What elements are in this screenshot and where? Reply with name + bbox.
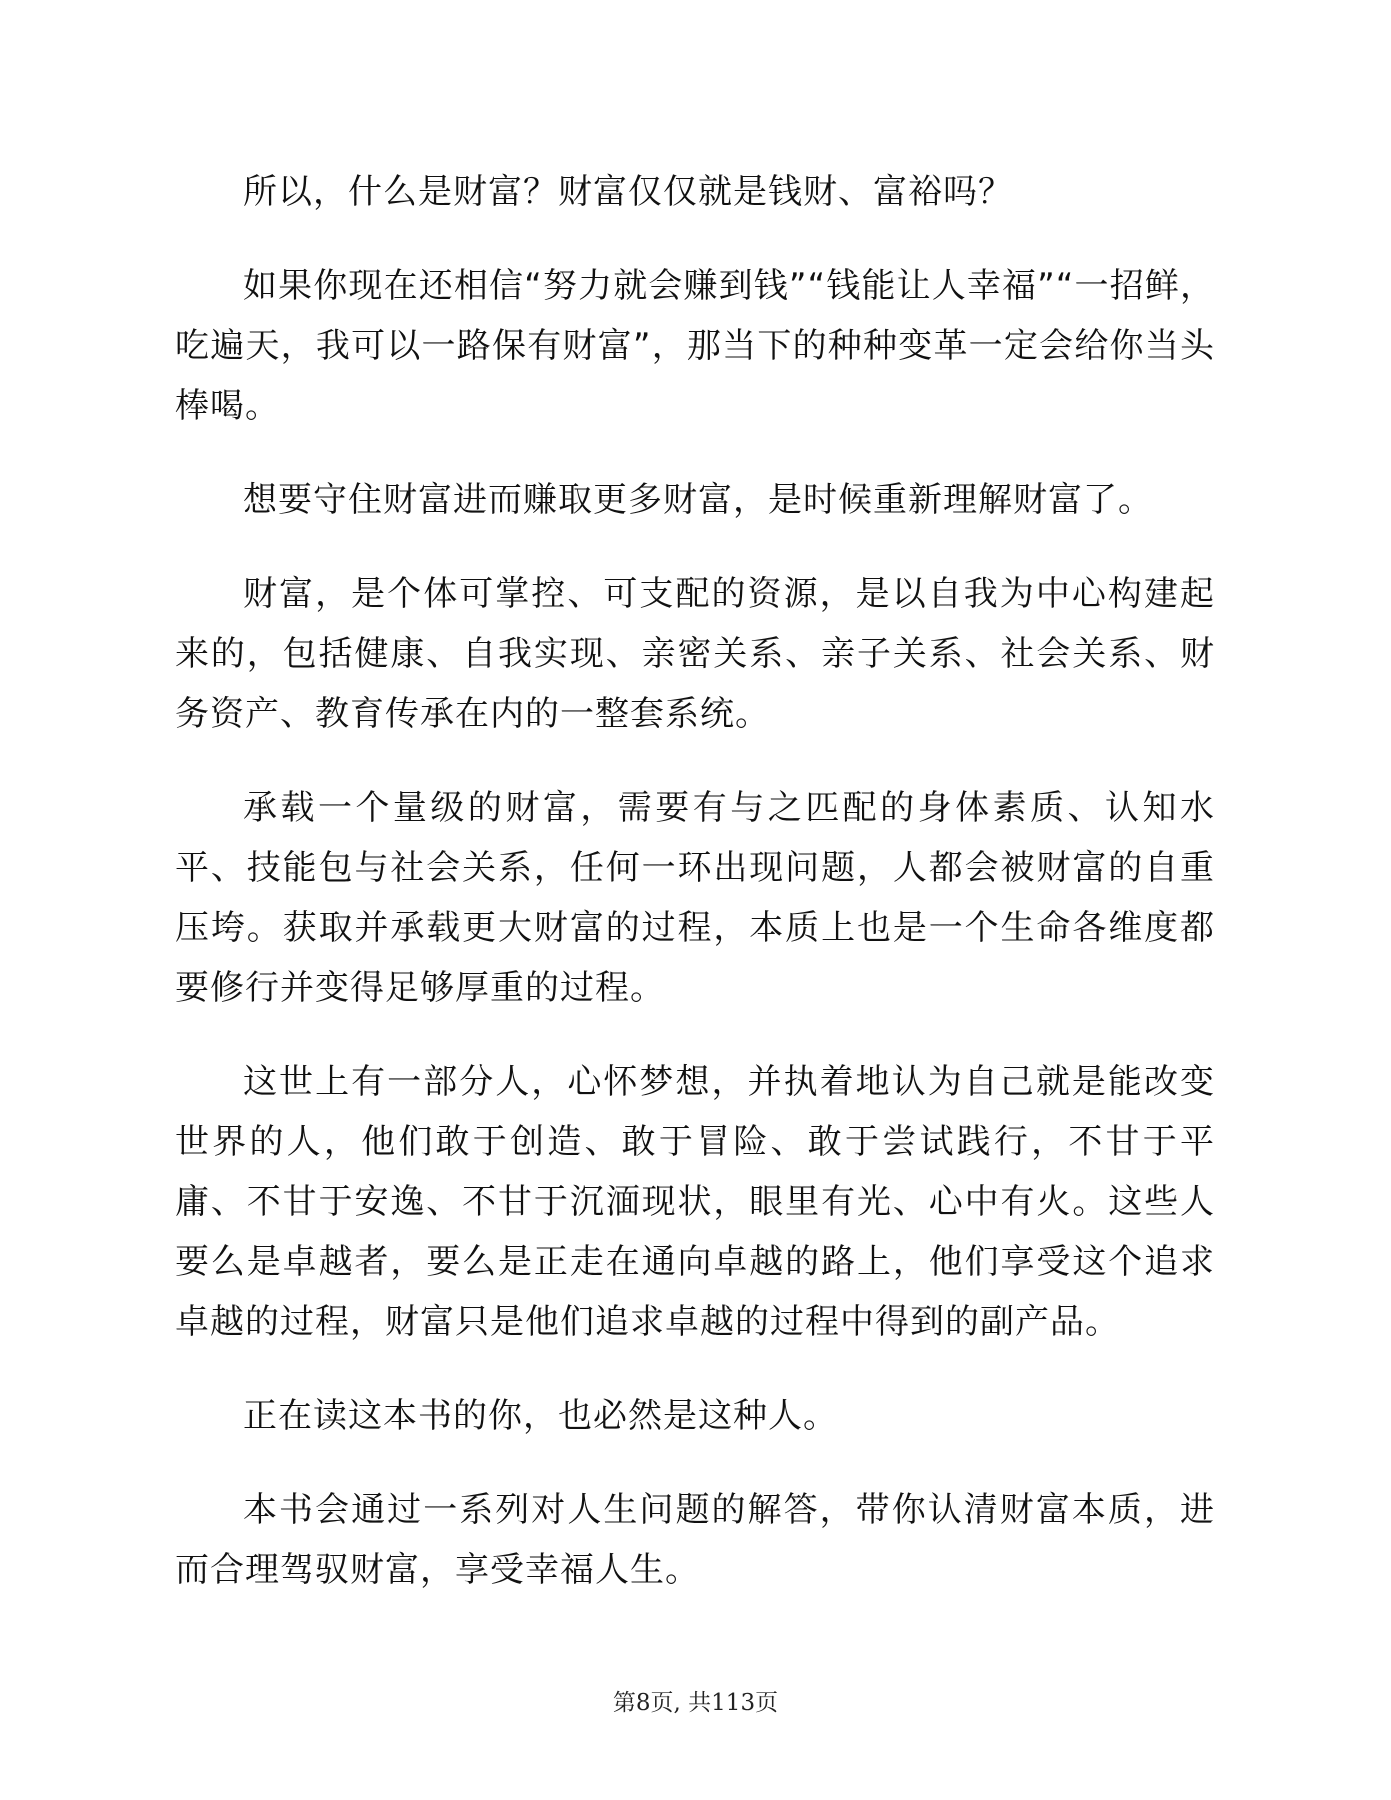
paragraph-5: 承载一个量级的财富，需要有与之匹配的身体素质、认知水平、技能包与社会关系，任何一环出现问题，人都会被财富的自重压垮。获取并承载更大财富的过程，本质上也是一个生命各维度都要修行并变得足够厚重的过程。 (175, 788, 1215, 1008)
body-text (175, 162, 1215, 1634)
paragraph-7: 正在读这本书的你，也必然是这种人。 (243, 1396, 838, 1436)
paragraph-6: 这世上有一部分人，心怀梦想，并执着地认为自己就是能改变世界的人，他们敢于创造、敢于冒险、敢于尝试践行，不甘于平庸、不甘于安逸、不甘于沉湎现状，眼里有光、心中有火。这些人要么是卓越者，要么是正走在通向卓越的路上，他们享受这个追求卓越的过程，财富只是他们追求卓越的过程中得到的副产品。 (175, 1062, 1215, 1342)
paragraph-8: 本书会通过一系列对人生问题的解答，带你认清财富本质，进而合理驾驭财富，享受幸福人生。 (175, 1490, 1215, 1590)
paragraph-3: 想要守住财富进而赚取更多财富，是时候重新理解财富了。 (243, 480, 1153, 520)
paragraph-1: 所以，什么是财富？财富仅仅就是钱财、富裕吗？ (243, 172, 1013, 212)
paragraph-2: 如果你现在还相信“努力就会赚到钱”“钱能让人幸福”“一招鲜，吃遍天，我可以一路保有财富”，那当下的种种变革一定会给你当头棒喝。 (175, 266, 1215, 426)
page-number-footer: 第8页, 共113页 (612, 1690, 779, 1716)
paragraph-4: 财富，是个体可掌控、可支配的资源，是以自我为中心构建起来的，包括健康、自我实现、亲密关系、亲子关系、社会关系、财务资产、教育传承在内的一整套系统。 (175, 574, 1215, 734)
